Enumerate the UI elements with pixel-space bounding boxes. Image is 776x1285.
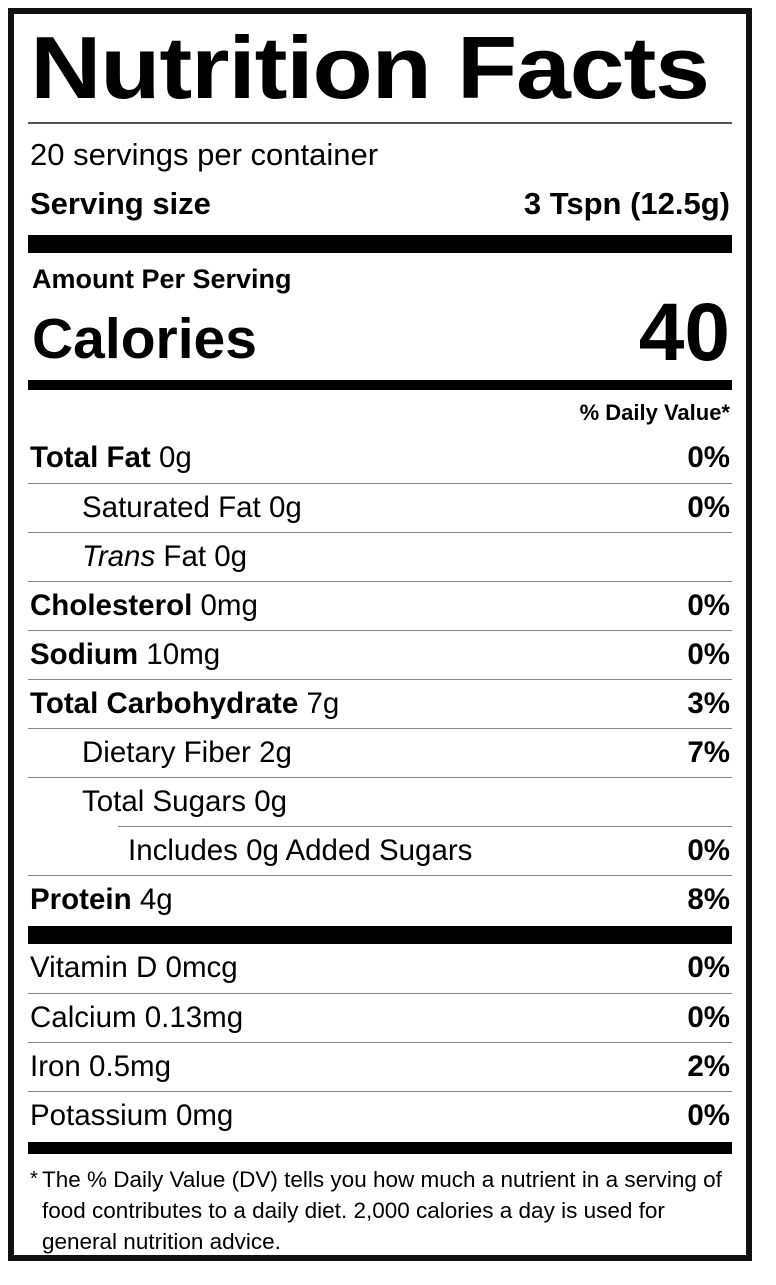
- micronutrient-row-potassium: [28, 1091, 732, 1140]
- nutrient-dv: 0%: [687, 637, 730, 671]
- nutrient-amount: 0mg: [200, 588, 258, 622]
- nutrient-amount: 0g: [158, 441, 192, 475]
- micronutrient-row-calcium: [28, 993, 732, 1042]
- nutrient-name: Cholesterol: [30, 588, 193, 622]
- nutrient-dv: 7%: [687, 735, 730, 769]
- nutrient-name: Iron: [30, 1049, 81, 1083]
- separator-bar-thick: [28, 926, 732, 944]
- nutrients-section: [28, 434, 732, 924]
- nutrient-amount: 7g: [306, 686, 340, 720]
- nutrient-row-total-sugars: [28, 777, 732, 826]
- nutrient-row-cholesterol: [28, 581, 732, 630]
- nutrient-row-total-fat: [28, 434, 732, 483]
- nutrient-name: Saturated Fat: [82, 490, 261, 524]
- nutrient-dv: 0%: [687, 1098, 730, 1132]
- nutrient-amount: 0.5mg: [89, 1049, 172, 1083]
- nutrient-name: Includes 0g Added Sugars: [128, 833, 473, 867]
- separator-bar-thick: [28, 235, 732, 253]
- nutrient-dv: 0%: [687, 441, 730, 475]
- title-divider: [28, 122, 732, 124]
- nutrient-name: Calcium: [30, 1000, 137, 1034]
- separator-bar-medium: [28, 380, 732, 390]
- nutrient-amount: 0mcg: [165, 951, 238, 985]
- footnote: [28, 1154, 732, 1257]
- nutrient-row-trans-fat: [28, 532, 732, 581]
- calories-label: Calories: [32, 306, 257, 371]
- nutrient-name-italic: Trans: [82, 539, 156, 573]
- nutrient-amount: 0g: [254, 784, 288, 818]
- nutrient-dv: 0%: [687, 490, 730, 524]
- nutrient-name: Fat: [163, 539, 207, 573]
- nutrient-row-saturated-fat: [28, 483, 732, 532]
- nutrient-name: Protein: [30, 882, 132, 916]
- nutrient-name: Total Sugars: [82, 784, 246, 818]
- nutrient-dv: 0%: [687, 833, 730, 867]
- calories-row: [28, 287, 732, 379]
- nutrient-row-dietary-fiber: [28, 728, 732, 777]
- nutrient-amount: 0mg: [175, 1098, 234, 1132]
- nutrient-name: Potassium: [30, 1098, 168, 1132]
- nutrient-dv: 3%: [687, 686, 730, 720]
- nutrient-amount: 0g: [268, 490, 302, 524]
- footnote-text: The % Daily Value (DV) tells you how much a nutrient in a serving of food contributes to a daily diet. 2,000 calories a day is used for general nutrition advice.: [42, 1166, 722, 1254]
- micronutrient-row-iron: [28, 1042, 732, 1091]
- label-title: Nutrition Facts: [30, 18, 709, 117]
- nutrient-name: Sodium: [30, 637, 139, 671]
- nutrient-row-protein: [28, 875, 732, 924]
- daily-value-header: % Daily Value*: [579, 399, 730, 425]
- nutrient-dv: 0%: [687, 951, 730, 985]
- nutrient-amount: 0.13mg: [144, 1000, 244, 1034]
- nutrient-name: Dietary Fiber: [82, 735, 251, 769]
- footnote-asterisk: *: [30, 1167, 38, 1190]
- nutrient-row-sodium: [28, 630, 732, 679]
- nutrient-dv: 0%: [687, 588, 730, 622]
- servings-per-container: 20 servings per container: [30, 137, 379, 172]
- nutrient-amount: 10mg: [146, 637, 221, 671]
- micronutrients-section: [28, 944, 732, 1140]
- nutrient-amount: 4g: [139, 882, 173, 916]
- serving-size-row: [28, 179, 732, 236]
- nutrient-name: Vitamin D: [30, 951, 158, 985]
- nutrient-amount: 0g: [214, 539, 248, 573]
- micronutrient-row-vitamin-d: [28, 944, 732, 993]
- serving-size-label: Serving size: [30, 185, 211, 221]
- nutrient-amount: 2g: [259, 735, 292, 769]
- nutrient-name: Total Fat: [30, 441, 151, 475]
- nutrient-name: Total Carbohydrate: [30, 686, 299, 720]
- serving-size-value: 3 Tspn (12.5g): [523, 185, 730, 221]
- nutrient-row-total-carbohydrate: [28, 679, 732, 728]
- nutrient-dv: 8%: [687, 882, 730, 916]
- nutrient-row-added-sugars: [118, 826, 732, 875]
- separator-bar-footer: [28, 1142, 732, 1154]
- nutrient-dv: 2%: [687, 1049, 730, 1083]
- nutrient-dv: 0%: [687, 1000, 730, 1034]
- calories-value: 40: [638, 287, 730, 379]
- amount-per-serving: Amount Per Serving: [32, 264, 292, 294]
- nutrition-facts-label: [8, 8, 752, 1261]
